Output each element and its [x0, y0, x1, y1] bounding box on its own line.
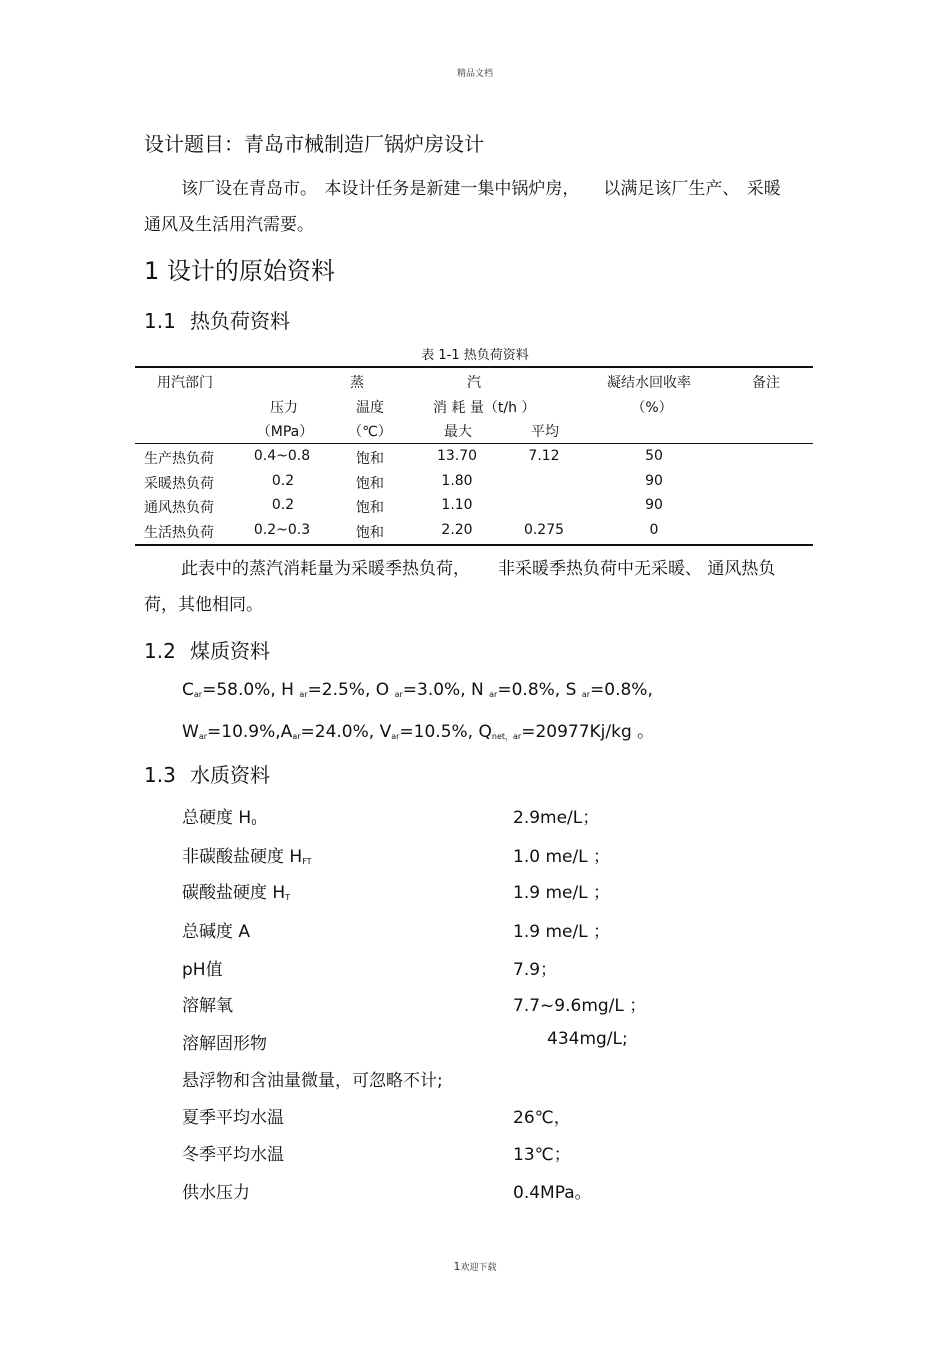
list-item-label: 溶解固形物 [182, 1034, 267, 1054]
section-heading-1-1 [144, 305, 290, 334]
coal-w-value: =10.9%, [207, 722, 281, 742]
cell-pressure: 0.2~0.3 [253, 522, 311, 538]
list-item-value: 26℃， [513, 1108, 571, 1128]
section-number: 1.3 [144, 763, 176, 787]
cell-max: 1.10 [441, 497, 473, 513]
cell-dept: 生产热负荷 [144, 451, 214, 467]
cell-temperature: 饱和 [356, 476, 384, 492]
coal-o-value: =3.0%, [402, 680, 466, 700]
cell-dept: 通风热负荷 [144, 500, 214, 516]
intro-line-1 [181, 174, 781, 199]
table-caption: 表 1-1 热负荷资料 [421, 348, 529, 363]
cell-temperature: 饱和 [356, 525, 384, 541]
header-pressure: 压力 [270, 400, 298, 416]
coal-n-symbol: N [471, 680, 490, 700]
section-heading-1-3 [144, 759, 270, 788]
cell-condensate: 50 [645, 448, 663, 464]
coal-n-sub: ar [489, 690, 498, 699]
coal-analysis-line-1 [182, 680, 653, 700]
header-temperature-unit: （℃） [348, 424, 392, 440]
list-item-value: 1.9 me/L ； [513, 883, 611, 903]
coal-analysis-line-2 [182, 717, 654, 742]
table-note-line-2: 荷，其他相同。 [144, 595, 263, 615]
coal-o-symbol: O [375, 680, 395, 700]
coal-c-sub: ar [193, 690, 203, 699]
list-item-value: 13℃； [513, 1145, 571, 1165]
header-pressure-unit: （MPa） [256, 424, 314, 440]
intro-line-2: 通风及生活用汽需要。 [144, 215, 314, 235]
coal-w-symbol: W [182, 722, 199, 742]
header-condensate: 凝结水回收率 [607, 375, 691, 391]
cell-dept: 采暖热负荷 [144, 476, 214, 492]
cell-dept: 生活热负荷 [144, 525, 214, 541]
list-item-value: 2.9me/L； [513, 808, 600, 828]
list-item-label: 悬浮物和含油量微量，可忽略不计; [182, 1071, 443, 1091]
intro-text-b: 以满足该厂生产、 采暖 [603, 179, 781, 199]
cell-max: 13.70 [436, 448, 478, 464]
header-steam-1: 蒸 [350, 375, 364, 391]
coal-q-symbol: Q [478, 722, 492, 742]
list-item-label: 碳酸盐硬度 $H_T$ [182, 883, 291, 903]
cell-avg: 7.12 [528, 448, 560, 464]
section-number: 1.1 [144, 309, 176, 333]
list-item-label: 供水压力 [182, 1183, 250, 1203]
cell-condensate: 0 [649, 522, 659, 538]
list-item-label: 非碳酸盐硬度 $H_{FT}$ [182, 847, 312, 867]
table-top-rule [135, 366, 813, 368]
coal-v-sub: ar [391, 732, 400, 741]
table-bottom-rule [135, 544, 813, 546]
cell-max: 1.80 [441, 473, 473, 489]
list-item-value: 1.9 me/L ； [513, 922, 611, 942]
coal-c-value: =58.0%, [202, 680, 276, 700]
cell-pressure: 0.2 [271, 473, 295, 489]
section-title: 水质资料 [190, 763, 270, 787]
coal-v-value: =10.5%, [399, 722, 474, 742]
coal-h-symbol: H [281, 680, 300, 700]
coal-q-sub: net，ar [491, 732, 522, 741]
footer-text: 欢迎下载 [460, 1263, 497, 1273]
header-watermark: 精品文档 [456, 69, 493, 79]
section-number: 1.2 [144, 639, 176, 663]
coal-v-symbol: V [379, 722, 392, 742]
header-dept: 用汽部门 [157, 375, 213, 391]
coal-c-symbol: C [182, 680, 194, 700]
coal-h-sub: ar [299, 690, 308, 699]
coal-s-symbol: S [565, 680, 582, 700]
coal-h-value: =2.5%, [307, 680, 371, 700]
page-footer [0, 1260, 950, 1273]
note-text-a: 此表中的蒸汽消耗量为采暖季热负荷， [181, 559, 470, 579]
table-header-rule [135, 443, 813, 444]
coal-n-value: =0.8%, [497, 680, 561, 700]
cell-temperature: 饱和 [356, 451, 384, 467]
header-remark: 备注 [752, 375, 780, 391]
coal-s-value: =0.8%, [590, 680, 653, 700]
coal-a-symbol: A [280, 722, 293, 742]
coal-w-sub: ar [198, 732, 208, 741]
table-note-line-1 [181, 554, 775, 579]
coal-q-value: =20977Kj/kg 。 [521, 722, 655, 742]
intro-text-a: 该厂设在青岛市。 本设计任务是新建一集中锅炉房， [181, 179, 580, 199]
list-item-label: 总硬度 $H_0$ [182, 808, 257, 828]
coal-a-sub: ar [292, 732, 301, 741]
list-item-value: 7.9； [513, 960, 558, 980]
list-item-label: 溶解氧 [182, 996, 233, 1016]
section-title: 煤质资料 [190, 639, 270, 663]
list-item-label: 冬季平均水温 [182, 1145, 284, 1165]
page-number: 1 [453, 1260, 461, 1273]
header-percent: （%） [631, 400, 673, 416]
header-max: 最大 [444, 424, 472, 440]
list-item-label: 夏季平均水温 [182, 1108, 284, 1128]
cell-pressure: 0.2 [271, 497, 295, 513]
section-heading-1-2 [144, 635, 270, 664]
list-item-label: pH值 [182, 960, 223, 980]
header-steam-2: 汽 [467, 375, 481, 391]
header-consumption: 消 耗 量（t/h ） [433, 400, 536, 416]
note-text-b: 非采暖季热负荷中无采暖、 通风热负 [498, 559, 776, 579]
coal-o-sub: ar [394, 690, 403, 699]
header-avg: 平均 [531, 424, 559, 440]
list-item-value: 7.7~9.6mg/L ； [513, 996, 647, 1016]
cell-max: 2.20 [441, 522, 473, 538]
cell-temperature: 饱和 [356, 500, 384, 516]
coal-s-sub: ar [581, 690, 591, 699]
header-temperature: 温度 [356, 400, 384, 416]
cell-pressure: 0.4~0.8 [253, 448, 311, 464]
section-title: 热负荷资料 [190, 309, 290, 333]
list-item-value: 1.0 me/L ； [513, 847, 611, 867]
page-title: 设计题目：青岛市械制造厂锅炉房设计 [144, 132, 484, 156]
cell-condensate: 90 [645, 497, 663, 513]
list-item-value: 0.4MPa。 [513, 1183, 592, 1203]
cell-avg: 0.275 [523, 522, 565, 538]
cell-condensate: 90 [645, 473, 663, 489]
section-heading-1: 1 设计的原始资料 [144, 257, 335, 285]
list-item-label: 总碱度 A [182, 922, 251, 942]
list-item-value: 434mg/L; [547, 1029, 628, 1049]
coal-a-value: =24.0%, [300, 722, 375, 742]
